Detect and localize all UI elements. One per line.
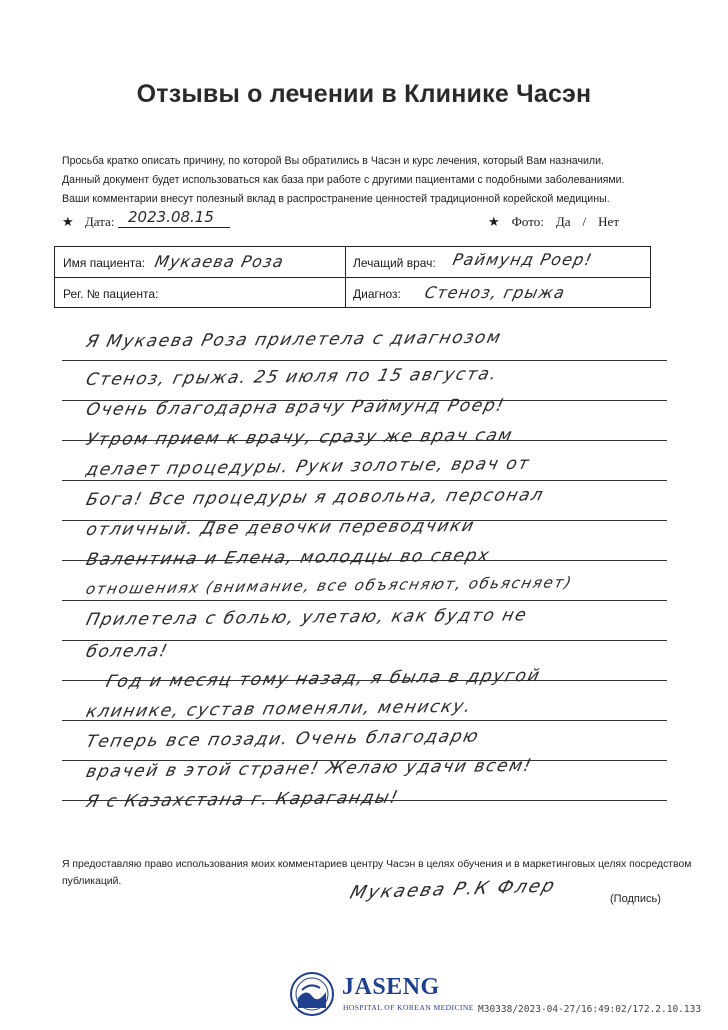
review-line: Я Мукаева Роза прилетела с диагнозом xyxy=(84,327,504,352)
patient-name-field[interactable]: Мукаева Роза xyxy=(152,252,287,271)
logo-brand-text: JASENG xyxy=(342,974,440,1000)
photo-no-option[interactable]: Нет xyxy=(598,214,619,229)
star-icon: ★ xyxy=(62,214,74,229)
intro-line: Просьба кратко описать причину, по которой Вы обратились в Часэн и курс лечения, который Вам назначили. xyxy=(62,155,604,167)
review-line: Стеноз, грыжа. 25 июля по 15 августа. xyxy=(84,364,500,390)
ruled-line xyxy=(62,480,667,481)
patient-name-label: Имя пациента: xyxy=(63,256,146,270)
review-line: Я с Казахстана г. Караганды! xyxy=(84,787,402,812)
photo-separator: / xyxy=(582,214,587,229)
review-line: Теперь все позади. Очень благодарю xyxy=(84,726,482,752)
star-icon: ★ xyxy=(488,214,500,229)
date-field[interactable]: 2023.08.15 xyxy=(118,208,230,228)
photo-row xyxy=(488,214,631,230)
table-divider xyxy=(345,247,346,307)
review-line: Утром прием к врачу, сразу же врач сам xyxy=(84,425,516,450)
consent-text: Я предоставляю право использования моих комментариев центру Часэн в целях обучения и в маркетинговых целях посредством публикаций. xyxy=(62,859,692,887)
doctor-label: Лечащий врач: xyxy=(353,256,436,270)
doctor-field[interactable]: Раймунд Роер! xyxy=(450,250,595,269)
logo-subtitle: HOSPITAL OF KOREAN MEDICINE xyxy=(343,1003,474,1012)
ruled-line xyxy=(62,600,667,601)
review-line: Валентина и Елена, молодцы во сверх xyxy=(84,545,493,570)
emblem-graphic xyxy=(292,974,332,1014)
review-line: клинике, сустав поменяли, мениску. xyxy=(84,696,475,722)
review-line: Год и месяц тому назад, я была в другой xyxy=(104,665,543,692)
reg-number-label: Рег. № пациента: xyxy=(63,287,159,301)
patient-info-table xyxy=(54,246,651,308)
logo-emblem-icon xyxy=(290,972,334,1016)
review-line: врачей в этой стране! Желаю удачи всем! xyxy=(84,755,535,782)
diagnosis-label: Диагноз: xyxy=(353,287,401,301)
intro-line: Данный документ будет использоваться как база при работе с другими пациентами с подобными заболеваниями. xyxy=(62,174,625,186)
review-line: Очень благодарна врачу Раймунд Роер! xyxy=(84,395,508,420)
intro-line: Ваши комментарии внесут полезный вклад в распространение ценностей традиционной корейской медицины. xyxy=(62,193,610,205)
review-line: отношениях (внимание, все объясняют, обьясняет) xyxy=(84,573,575,598)
review-line: отличный. Две девочки переводчики xyxy=(84,515,478,540)
ruled-line xyxy=(62,360,667,361)
form-title: Отзывы о лечении в Клинике Часэн xyxy=(136,80,592,108)
print-stamp: M30338/2023-04-27/16:49:02/172.2.10.133 xyxy=(478,1004,702,1015)
review-line: Бога! Все процедуры я довольна, персонал xyxy=(84,485,547,510)
review-area[interactable] xyxy=(62,320,667,825)
diagnosis-field[interactable]: Стеноз, грыжа xyxy=(422,283,568,302)
date-label: Дата: xyxy=(84,214,115,229)
date-row xyxy=(62,208,214,230)
photo-yes-option[interactable]: Да xyxy=(555,214,571,229)
signature-label: (Подпись) xyxy=(610,893,661,905)
signature[interactable]: Мукаева Р.К Флер xyxy=(347,875,559,904)
review-line: делает процедуры. Руки золотые, врач от xyxy=(84,453,533,480)
intro-text xyxy=(62,152,702,209)
table-divider xyxy=(55,277,650,278)
review-line: болела! xyxy=(84,641,171,662)
photo-label: Фото: xyxy=(511,214,544,229)
review-line: Прилетела с болью, улетаю, как будто не xyxy=(84,605,530,630)
jaseng-logo xyxy=(290,970,474,1020)
